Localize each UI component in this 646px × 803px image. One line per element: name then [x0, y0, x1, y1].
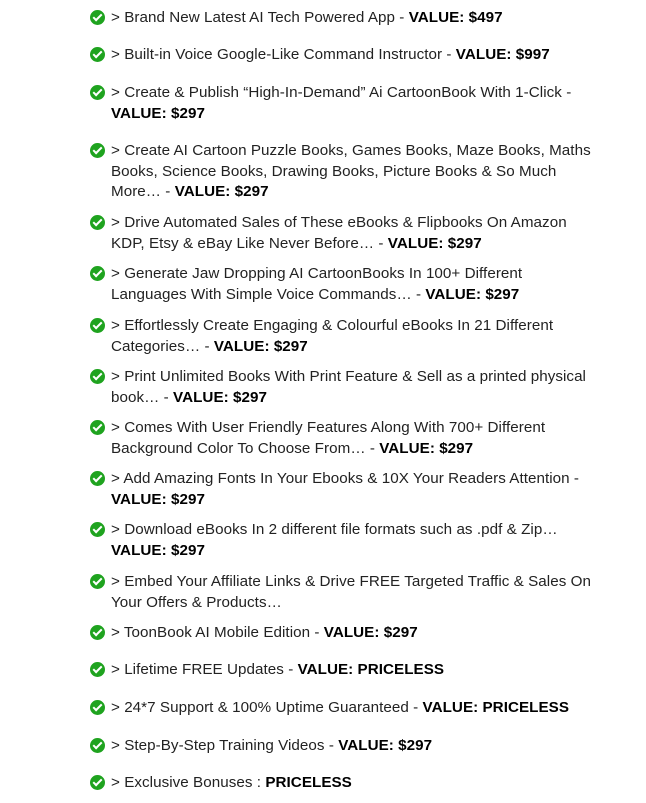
- feature-item: [90, 623, 418, 644]
- checkmark-icon: [90, 143, 105, 158]
- feature-value: VALUE: PRICELESS: [297, 661, 445, 678]
- feature-text: > Step-By-Step Training Videos -: [111, 737, 339, 754]
- checkmark-icon: [90, 420, 105, 435]
- checkmark-icon: [90, 625, 105, 640]
- feature-item: [90, 141, 602, 203]
- feature-value: VALUE: $497: [408, 9, 503, 26]
- feature-text: > Generate Jaw Dropping AI CartoonBooks In 100+ Different Languages With Simple Voice Commands… -: [111, 265, 523, 303]
- feature-item: [90, 660, 444, 681]
- feature-item: [90, 418, 602, 459]
- checkmark-icon: [90, 700, 105, 715]
- feature-item: [90, 572, 602, 613]
- feature-text: > Effortlessly Create Engaging & Colourful eBooks In 21 Different Categories… -: [111, 317, 554, 355]
- checkmark-icon: [90, 47, 105, 62]
- feature-value: VALUE: $297: [213, 337, 308, 355]
- feature-value: VALUE: $297: [111, 104, 205, 122]
- feature-value: VALUE: $297: [111, 541, 205, 559]
- feature-value: PRICELESS: [265, 774, 352, 791]
- feature-text: > Comes With User Friendly Features Along With 700+ Different Background Color To Choose From… -: [111, 419, 546, 457]
- feature-text: > ToonBook AI Mobile Edition -: [111, 624, 324, 641]
- checkmark-icon: [90, 266, 105, 281]
- checkmark-icon: [90, 10, 105, 25]
- feature-text: > Brand New Latest AI Tech Powered App -: [111, 9, 409, 26]
- feature-item: [90, 83, 602, 124]
- feature-text: > Download eBooks In 2 different file formats such as .pdf & Zip…: [111, 521, 558, 538]
- feature-text: > Lifetime FREE Updates -: [111, 661, 298, 678]
- feature-value: VALUE: $297: [323, 624, 418, 641]
- feature-value: VALUE: $297: [379, 439, 474, 457]
- feature-text: > Create & Publish “High-In-Demand” Ai CartoonBook With 1-Click -: [111, 84, 572, 101]
- feature-text: > Embed Your Affiliate Links & Drive FREE Targeted Traffic & Sales On Your Offers & Products…: [111, 573, 591, 611]
- feature-value: VALUE: $297: [338, 737, 433, 754]
- feature-item: [90, 213, 602, 254]
- checkmark-icon: [90, 522, 105, 537]
- checkmark-icon: [90, 215, 105, 230]
- feature-item: [90, 316, 602, 357]
- feature-value: VALUE: $297: [387, 234, 482, 252]
- feature-value: VALUE: $297: [174, 183, 269, 200]
- feature-value: VALUE: $997: [455, 46, 550, 63]
- checkmark-icon: [90, 318, 105, 333]
- feature-item: [90, 698, 569, 719]
- checkmark-icon: [90, 662, 105, 677]
- checkmark-icon: [90, 471, 105, 486]
- checkmark-icon: [90, 775, 105, 790]
- feature-item: [90, 45, 550, 66]
- feature-item: [90, 264, 602, 305]
- feature-text: > Drive Automated Sales of These eBooks & Flipbooks On Amazon KDP, Etsy & eBay Like Never Before… -: [111, 214, 567, 252]
- feature-text: > Create AI Cartoon Puzzle Books, Games Books, Maze Books, Maths Books, Science Books, Drawing Books, Picture Books & So Much More… -: [111, 142, 591, 200]
- feature-item: [90, 367, 602, 408]
- checkmark-icon: [90, 85, 105, 100]
- feature-value: VALUE: $297: [425, 285, 520, 303]
- feature-value: VALUE: $297: [173, 388, 267, 406]
- feature-text: > Add Amazing Fonts In Your Ebooks & 10X Your Readers Attention -: [111, 470, 580, 487]
- feature-text: > Print Unlimited Books With Print Feature & Sell as a printed physical book… -: [111, 368, 586, 406]
- feature-value: VALUE: PRICELESS: [422, 699, 570, 716]
- feature-item: [90, 469, 602, 510]
- checkmark-icon: [90, 369, 105, 384]
- feature-item: [90, 520, 602, 561]
- checkmark-icon: [90, 738, 105, 753]
- feature-text: > Exclusive Bonuses :: [111, 774, 266, 791]
- feature-text: > Built-in Voice Google-Like Command Instructor -: [111, 46, 456, 63]
- feature-value: VALUE: $297: [111, 490, 205, 508]
- checkmark-icon: [90, 574, 105, 589]
- feature-text: > 24*7 Support & 100% Uptime Guaranteed -: [111, 699, 423, 716]
- feature-item: [90, 8, 503, 29]
- feature-item: [90, 773, 352, 794]
- feature-item: [90, 736, 432, 757]
